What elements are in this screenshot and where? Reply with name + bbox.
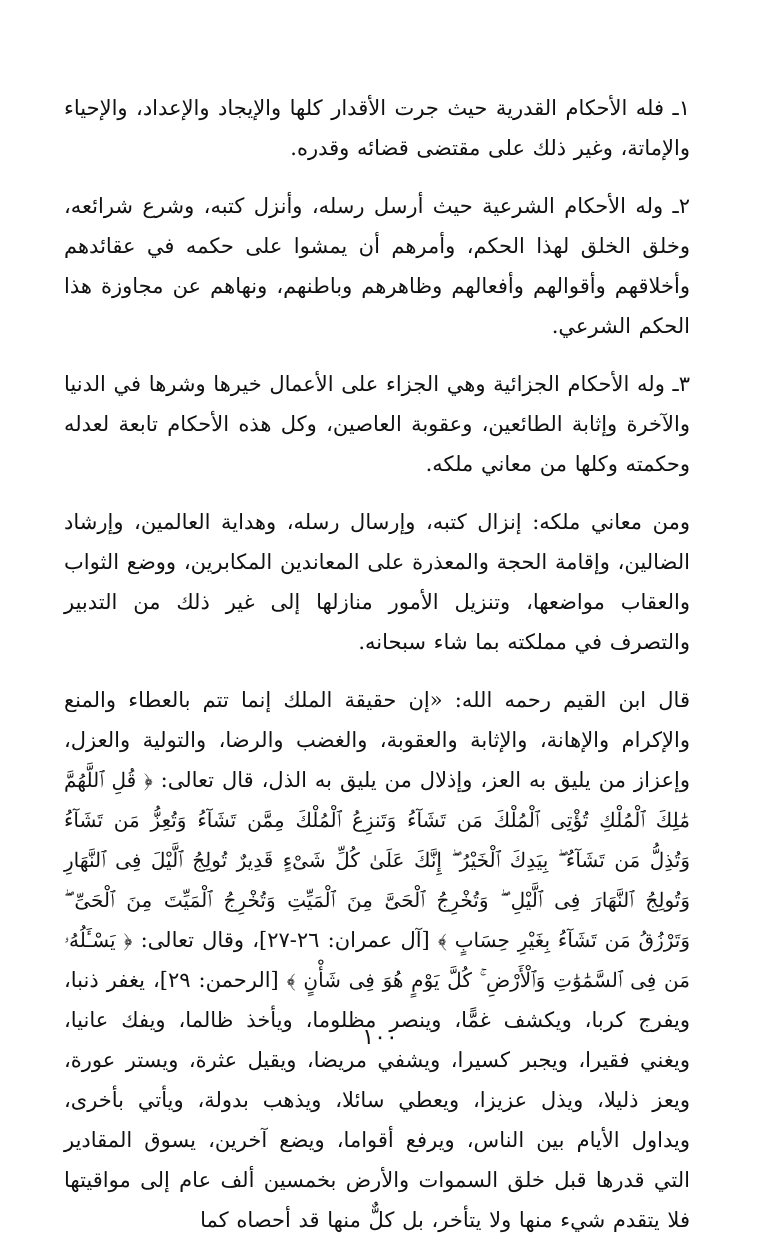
paragraph-qadari-rulings: ١ـ فله الأحكام القدرية حيث جرت الأقدار كلها والإيجاد والإعداد، والإحياء والإماتة، وغير ذلك على مقتضى قضائه وقدره.	[64, 96, 690, 160]
verse-reference-ar-rahman: [الرحمن: ٢٩]،	[144, 968, 287, 992]
paragraph-recompense-rulings: ٣ـ وله الأحكام الجزائية وهي الجزاء على الأعمال خيرها وشرها في الدنيا والآخرة وإثابة الطائعين، وعقوبة العاصين، وكل هذه الأحكام تابعة لعدله وحكمته وكلها من معاني ملكه.	[64, 372, 690, 476]
paragraph-sharia-rulings: ٢ـ وله الأحكام الشرعية حيث أرسل رسله، وأنزل كتبه، وشرع شرائعه، وخلق الخلق لهذا الحكم، وأمرهم أن يمشوا على حكمه في عقائدهم وأخلاقهم وأقوالهم وأفعالهم وظاهرهم وباطنهم، ونهاهم عن مجاوزة هذا الحكم الشرعي.	[64, 194, 690, 338]
quote-intro: قال ابن القيم رحمه الله: «إن حقيقة الملك إنما تتم بالعطاء والمنع والإكرام والإهانة، والإثابة والعقوبة، والغضب والرضا، والتولية والعزل، وإعزاز من يليق به العز، وإذلال من يليق به الذل، قال تعالى:	[64, 688, 690, 792]
paragraph-ibn-qayyim-quote	[64, 680, 690, 1240]
paragraph-meanings-of-kingship: ومن معاني ملكه: إنزال كتبه، وإرسال رسله، وهداية العالمين، وإرشاد الضالين، وإقامة الحجة والمعذرة على المعاندين المكابرين، ووضع الثواب والعقاب مواضعها، وتنزيل الأمور منازلها إلى غير ذلك من التدبير والتصرف في مملكته بما شاء سبحانه.	[64, 510, 690, 654]
quran-verse-ar-rahman: ﴿ يَسْـَٔلُهُۥ مَن فِى ٱلسَّمَٰوَٰتِ وَٱلْأَرْضِ ۚ كُلَّ يَوْمٍ هُوَ فِى شَأْنٍ ﴾	[64, 928, 690, 992]
page-number: ١٠٠	[362, 1025, 398, 1050]
verse-reference-al-imran: [آل عمران: ٢٦-٢٧]، وقال تعالى:	[132, 928, 438, 952]
quote-continuation: يغفر ذنبا، ويفرج كربا، ويكشف غمًّا، وينصر مظلوما، ويأخذ ظالما، ويفك عانيا، ويغني فقيرا، ويجبر كسيرا، ويشفي مريضا، ويقيل عثرة، ويستر عورة، ويعز ذليلا، ويذل عزيزا، ويعطي سائلا، ويذهب بدولة، ويأتي بأخرى، ويداول الأيام بين الناس، ويرفع أقواما، ويضع آخرين، يسوق المقادير التي قدرها قبل خلق السموات والأرض بخمسين ألف عام إلى مواقيتها فلا يتقدم شيء منها ولا يتأخر، بل كلٌّ منها قد أحصاه كما	[64, 968, 690, 1232]
quran-verse-al-imran: ﴿ قُلِ ٱللَّهُمَّ مَٰلِكَ ٱلْمُلْكِ تُؤْتِى ٱلْمُلْكَ مَن تَشَآءُ وَتَنزِعُ ٱلْمُلْكَ مِمَّن تَشَآءُ وَتُعِزُّ مَن تَشَآءُ وَتُذِلُّ مَن تَشَآءُ ۖ بِيَدِكَ ٱلْخَيْرُ ۖ إِنَّكَ عَلَىٰ كُلِّ شَىْءٍ قَدِيرٌ تُولِجُ ٱلَّيْلَ فِى ٱلنَّهَارِ وَتُولِجُ ٱلنَّهَارَ فِى ٱلَّيْلِ ۖ وَتُخْرِجُ ٱلْحَىَّ مِنَ ٱلْمَيِّتِ وَتُخْرِجُ ٱلْمَيِّتَ مِنَ ٱلْحَىِّ ۖ وَتَرْزُقُ مَن تَشَآءُ بِغَيْرِ حِسَابٍ ﴾	[64, 768, 690, 952]
